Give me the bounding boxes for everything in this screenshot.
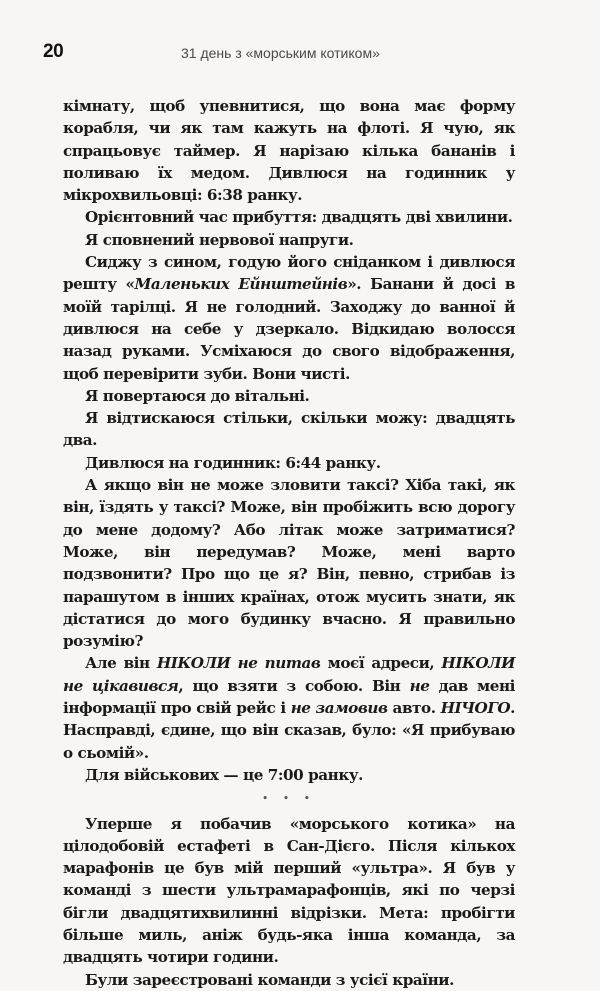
paragraph: Я повертаюся до вітальні. [85,386,310,405]
paragraph [63,251,515,385]
text-run: Сиджу з сином, годую його сніданком і дивлюся решту « [63,253,515,294]
paragraph: Орієнтовний час прибуття: двадцять дві хвилини. [85,208,513,227]
text-run: ». Банани й досі в моїй тарілці. Я не голодний. Заходжу до ванної й дивлюся на себе у дзеркало. Відкидаю волосся назад руками. Усміхаюся до свого відображення, щоб перевірити зуби. Вони чисті. [63,275,515,383]
text-run: , що взяти з собою. Він [178,676,410,695]
text-run: дав мені інформації про свій рейс і [63,676,515,718]
paragraph: Для військових — це 7:00 ранку. [85,765,363,784]
emphasis: НІКОЛИ не питав [156,654,321,673]
paragraph: Дивлюся на годинник: 6:44 ранку. [85,453,381,472]
paragraph: кімнату, щоб упевнитися, що вона має форму корабля, чи як там кажуть на флоті. Я чую, як спрацьовує таймер. Я нарізаю кілька бананів і поливаю їх медом. Дивлюся на годинник у мікрохвильовці: 6:38 ранку. [63,97,515,205]
text-run: Але він [85,654,157,673]
paragraph: А якщо він не може зловити таксі? Хіба такі, як він, їздять у таксі? Може, він пробіжить всю дорогу до мене додому? Або літак може затриматися? Може, він передумав? Може, мені варто подзвонити? Про що це я? Він, певно, стрибав із парашутом в інших країнах, отож мусить знати, як дістатися до мого будинку вчасно. Я правильно розумію? [63,476,515,651]
running-title: 31 день з «морським котиком» [181,45,380,61]
emphasis: не [409,676,430,695]
paragraph: Уперше я побачив «морського котика» на цілодобовій естафеті в Сан-Дієго. Після кількох марафонів це був мій перший «ультра». Я був у команді з шести ультрамарафонців, які по черзі бігли двадцятихвилинні відрізки. Мета: пробігти більше миль, аніж будь-яка інша команда, за двадцять чотири години. [63,814,515,967]
page-header [43,41,515,63]
section-separator: • • • [262,794,316,805]
paragraph: Я відтискаюся стільки, скільки можу: двадцять два. [63,409,515,450]
emphasis: НІКОЛИ не цікавився [63,654,516,695]
text-run: . Насправді, єдине, що він сказав, було: «Я прибуваю о сьомій». [63,699,515,762]
emphasis: НІЧОГО [440,699,511,718]
paragraph [63,652,515,763]
paragraph: Були зареєстровані команди з усієї країни. [85,970,454,989]
book-title-italic: Маленьких Ейнштейнів [134,275,348,294]
paragraph: Я сповнений нервової напруги. [85,230,354,249]
text-run: авто. [387,699,441,718]
body-text [63,95,515,991]
emphasis: не замовив [290,699,388,718]
text-run: моєї адреси, [320,654,442,673]
page-number: 20 [43,41,64,62]
